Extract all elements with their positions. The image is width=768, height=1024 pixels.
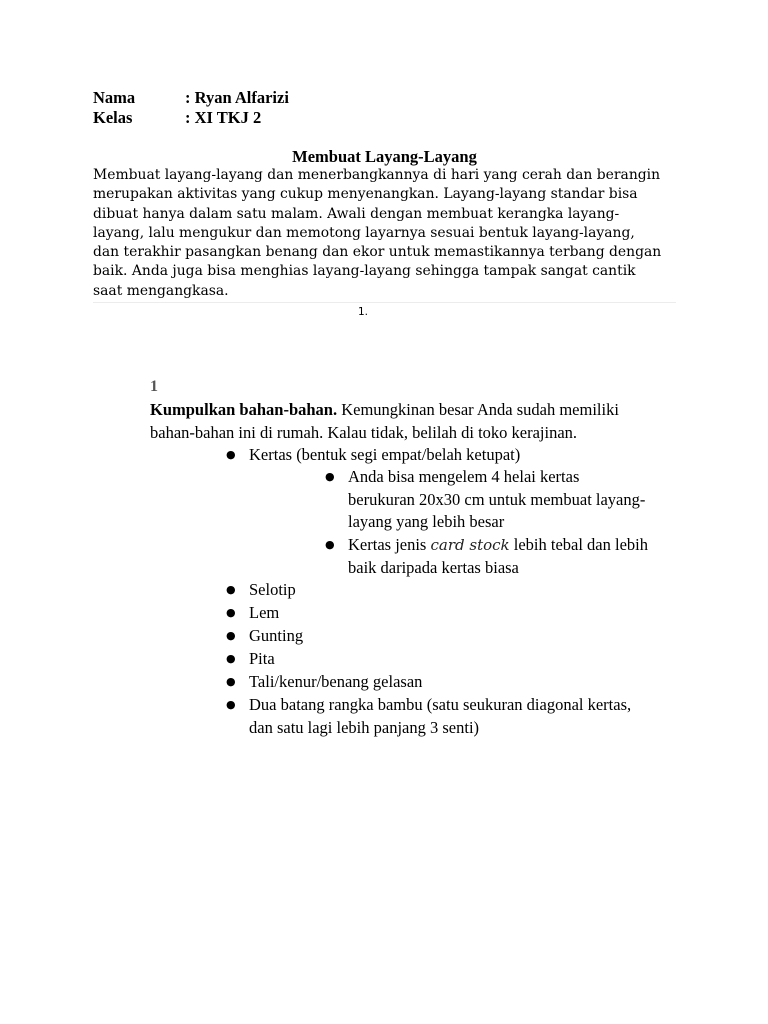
bullet-icon: ●: [226, 448, 236, 461]
step-lead: Kumpulkan bahan-bahan.: [150, 400, 338, 419]
intro-line: Membuat layang-layang dan menerbangkannya di hari yang cerah dan berangin: [93, 167, 661, 183]
document-title: Membuat Layang-Layang: [292, 147, 477, 166]
bullet-icon: ●: [226, 652, 236, 665]
bullet-icon: ●: [226, 629, 236, 642]
intro-line: dibuat hanya dalam satu malam. Awali dengan membuat kerangka layang-: [93, 205, 620, 222]
intro-paragraph: [93, 166, 683, 301]
bullet-icon: ●: [226, 606, 236, 619]
list-item-text: Gunting: [249, 626, 304, 645]
bullet-icon: ●: [226, 583, 236, 596]
list-item-tali: [226, 671, 423, 694]
bullet-icon: ●: [325, 470, 335, 483]
list-item-text: Kertas (bentuk segi empat/belah ketupat): [249, 445, 521, 464]
list-item-kertas: [226, 444, 521, 467]
class-label: Kelas: [93, 108, 133, 127]
step-line: [150, 399, 690, 422]
sub-item-line: Anda bisa mengelem 4 helai kertas: [348, 467, 580, 486]
step-description: [150, 399, 690, 444]
sub-item-glue-paper: [325, 466, 646, 534]
divider: [93, 302, 676, 303]
list-item-bambu: [226, 694, 632, 739]
list-item-text: Lem: [249, 603, 280, 622]
bullet-icon: ●: [226, 675, 236, 688]
step-number: 1: [150, 378, 158, 395]
intro-line: saat mengangkasa.: [93, 282, 229, 299]
bullet-icon: ●: [226, 698, 236, 711]
name-value: : Ryan Alfarizi: [185, 88, 289, 107]
sub-item-line: berukuran 20x30 cm untuk membuat layang-: [348, 489, 646, 509]
intro-line: layang, lalu mengukur dan memotong layarnya sesuai bentuk layang-layang,: [93, 224, 635, 241]
sub-item-card-stock: [325, 534, 648, 579]
list-item-pita: [226, 648, 275, 671]
class-row: [93, 108, 261, 128]
list-item-selotip: [226, 579, 296, 602]
page-marker: 1.: [358, 306, 369, 318]
intro-line: baik. Anda juga bisa menghias layang-layang sehingga tampak sangat cantik: [93, 263, 636, 280]
sub-item-post: lebih tebal dan lebih: [509, 535, 648, 554]
name-row: [93, 88, 289, 108]
sub-item-pre: Kertas jenis: [348, 535, 431, 554]
intro-line: dan terakhir pasangkan benang dan ekor untuk memastikannya terbang dengan: [93, 244, 662, 261]
step-line1-rest: Kemungkinan besar Anda sudah memiliki: [337, 400, 619, 419]
step-line2: bahan-bahan ini di rumah. Kalau tidak, belilah di toko kerajinan.: [150, 422, 578, 442]
sub-item-line: layang yang lebih besar: [348, 512, 505, 532]
class-value: : XI TKJ 2: [185, 108, 262, 127]
list-item-text: Pita: [249, 649, 275, 668]
sub-item-italic: card stock: [430, 536, 510, 554]
list-item-gunting: [226, 625, 304, 648]
sub-item-line: [348, 534, 648, 557]
bullet-icon: ●: [325, 538, 335, 551]
list-item-text: dan satu lagi lebih panjang 3 senti): [249, 717, 480, 737]
list-item-text: Dua batang rangka bambu (satu seukuran diagonal kertas,: [249, 695, 632, 714]
list-item-text: Selotip: [249, 580, 296, 599]
list-item-text: Tali/kenur/benang gelasan: [249, 672, 423, 691]
sub-item-line: baik daripada kertas biasa: [348, 557, 519, 577]
intro-line: merupakan aktivitas yang cukup menyenangkan. Layang-layang standar bisa: [93, 186, 638, 203]
list-item-lem: [226, 602, 280, 625]
name-label: Nama: [93, 88, 136, 107]
